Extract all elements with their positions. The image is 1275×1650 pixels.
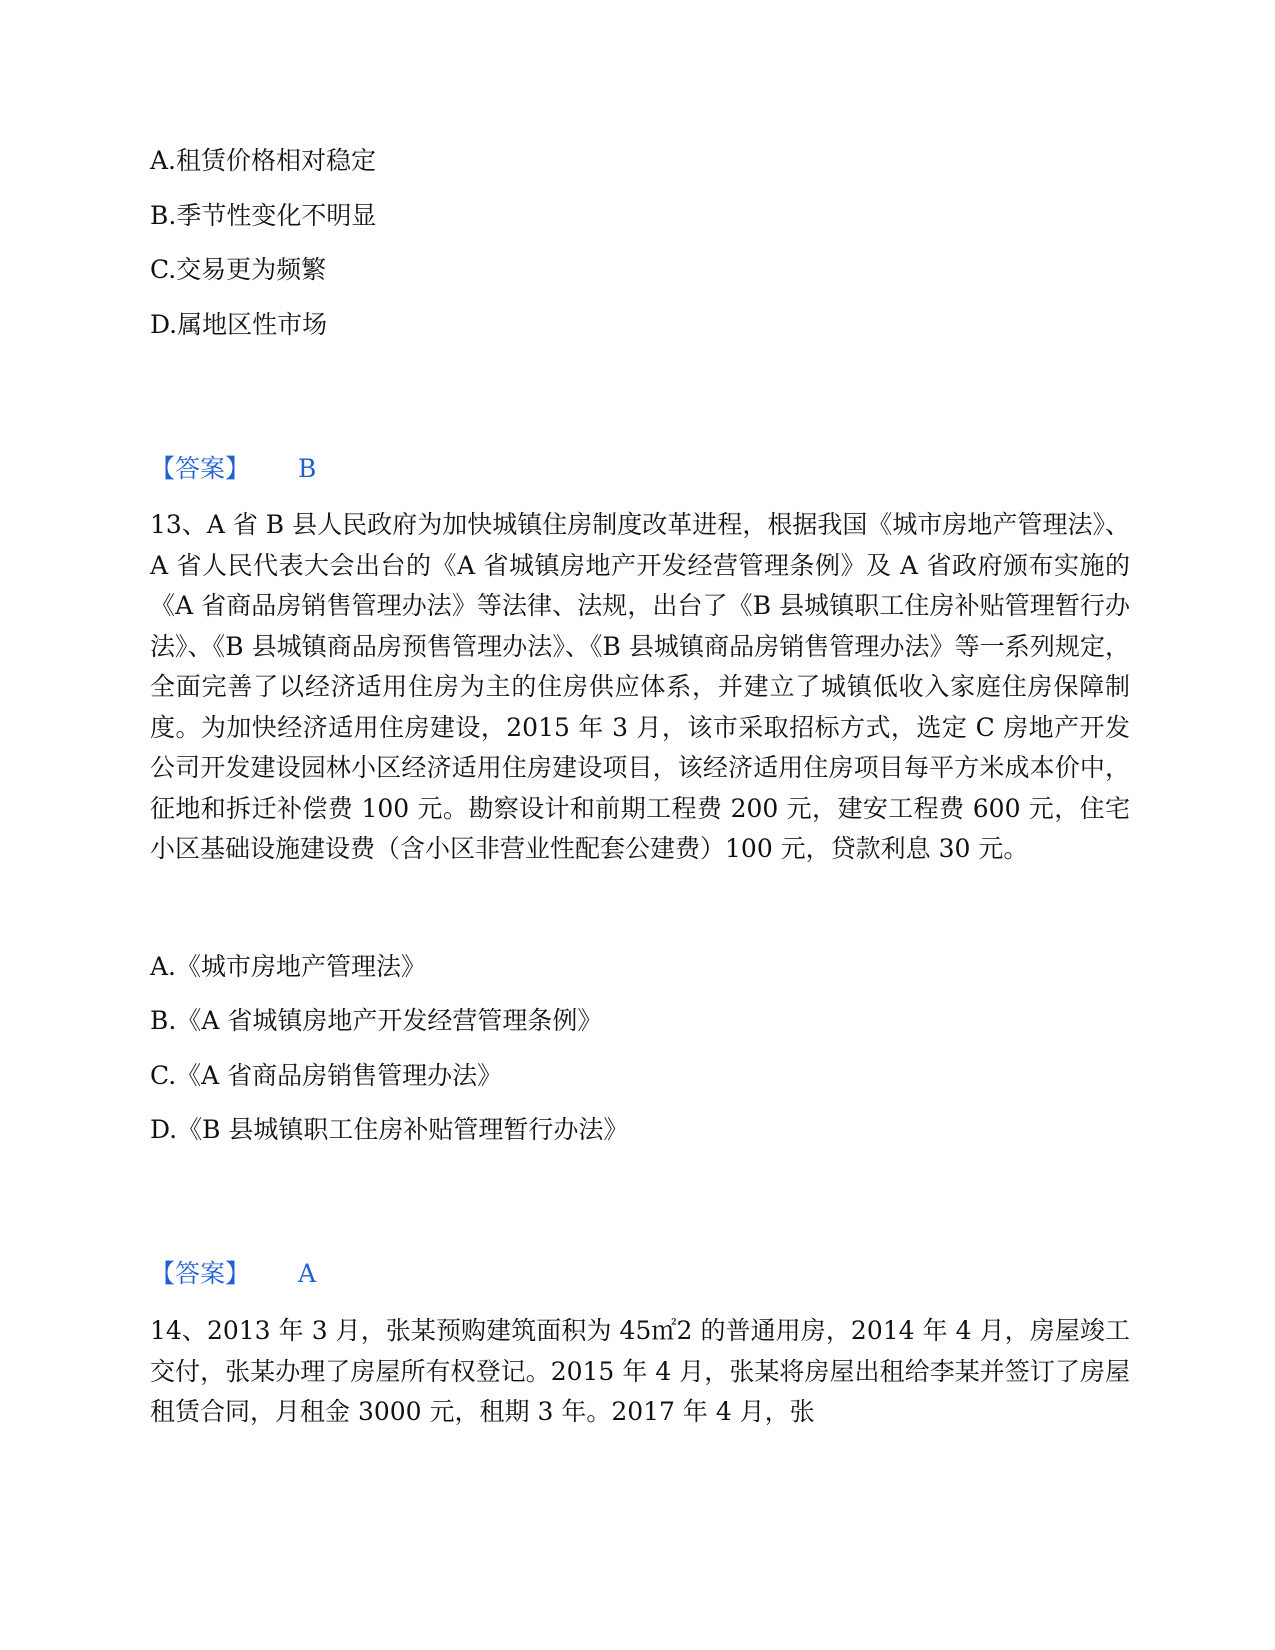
- answer-label: 【答案】: [150, 1259, 251, 1288]
- q13-option-d: D.《B 县城镇职工住房补贴管理暂行办法》: [150, 1115, 629, 1144]
- q13-option-b: B.《A 省城镇房地产开发经营管理条例》: [150, 1006, 603, 1035]
- q12-option-c: C.交易更为频繁: [150, 255, 327, 284]
- answer-label: 【答案】: [150, 454, 251, 483]
- q13-option-c: C.《A 省商品房销售管理办法》: [150, 1061, 503, 1090]
- q12-option-b: B.季节性变化不明显: [150, 201, 377, 230]
- q13-answer: [150, 1259, 316, 1289]
- answer-value: A: [298, 1259, 317, 1288]
- q13-stem: 13、A 省 B 县人民政府为加快城镇住房制度改革进程，根据我国《城市房地产管理法》、A 省人民代表大会出台的《A 省城镇房地产开发经营管理条例》及 A 省政府颁布实施的《A 省商品房销售管理办法》等法律、法规，出台了《B 县城镇职工住房补贴管理暂行办法》、《B 县城镇商品房预售管理办法》、《B 县城镇商品房销售管理办法》等一系列规定，全面完善了以经济适用住房为主的住房供应体系，并建立了城镇低收入家庭住房保障制度。为加快经济适用住房建设，2015 年 3 月，该市采取招标方式，选定 C 房地产开发公司开发建设园林小区经济适用住房建设项目，该经济适用住房项目每平方米成本价中，征地和拆迁补偿费 100 元。勘察设计和前期工程费 200 元，建安工程费 600 元，住宅小区基础设施建设费（含小区非营业性配套公建费）100 元，贷款利息 30 元。: [150, 510, 1130, 863]
- q14-stem: 14、2013 年 3 月，张某预购建筑面积为 45㎡2 的普通用房，2014 年 4 月，房屋竣工交付，张某办理了房屋所有权登记。2015 年 4 月，张某将房屋出租给李某并签订了房屋租赁合同，月租金 3000 元，租期 3 年。2017 年 4 月，张: [150, 1316, 1130, 1426]
- q13-option-a: A.《城市房地产管理法》: [150, 952, 427, 981]
- answer-value: B: [298, 454, 317, 483]
- q12-answer: [150, 454, 316, 484]
- q12-option-d: D.属地区性市场: [150, 310, 328, 339]
- q12-option-a: A.租赁价格相对稳定: [150, 146, 377, 175]
